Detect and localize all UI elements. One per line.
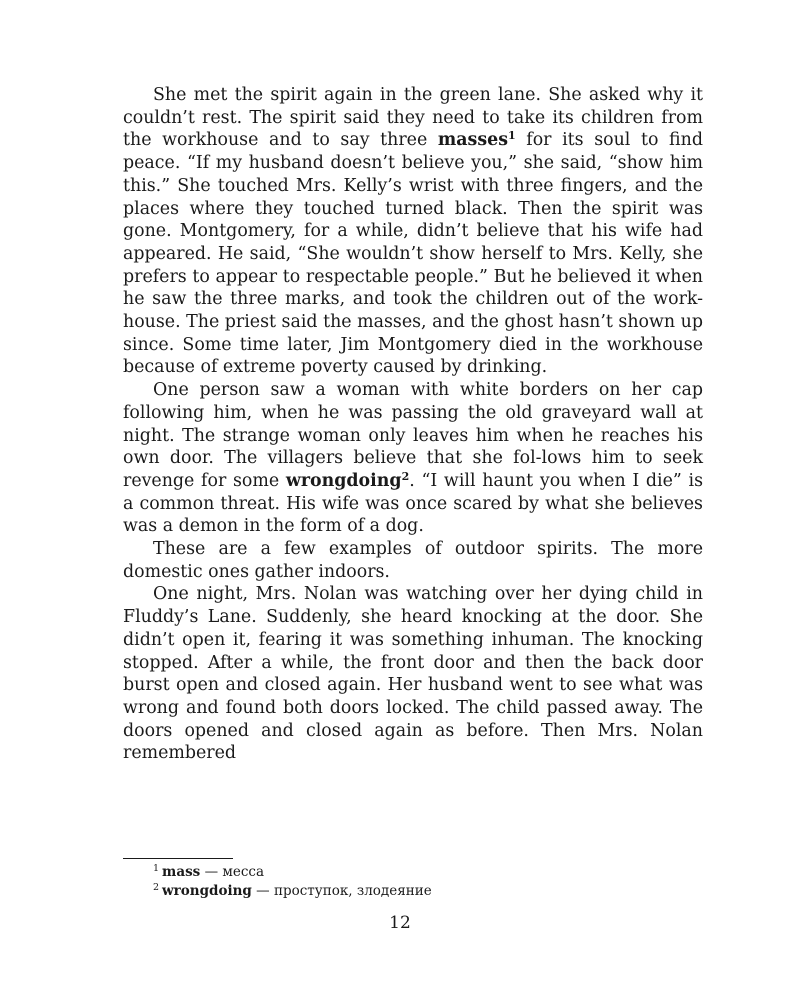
paragraph-2 [123,379,703,538]
footnote-definition: — месса [200,864,265,880]
body-text [123,84,703,765]
page-number: 12 [389,913,411,933]
footnote-2 [123,882,703,901]
footnote-ref-2[interactable]: 2 [401,469,410,483]
footnote-definition: — проступок, злодеяние [251,883,432,899]
footnote-1 [123,863,703,882]
footnote-number: 1 [153,863,160,874]
paragraph-1 [123,84,703,379]
footnote-term: wrongdoing [162,883,252,899]
page-content [123,84,703,765]
paragraph-text: . “I will haunt you when I die” is a common threat. His wife was once scared by what she believes was a demon in the form of a dog. [123,470,703,537]
glossary-term-masses: masses [437,130,508,151]
paragraph-text: for its soul to find peace. “If my husband doesn’t believe you,” she said, “show him this.” She touched Mrs. Kelly’s wrist with three fingers, and the places where they touched turned black. Then the spirit was gone. Montgomery, for a while, didn’t believe that his wife had appeared. He said, “She wouldn’t show herself to Mrs. Kelly, she prefers to appear to respectable people.” But he believed it when he saw the three marks, and took the children out of the work-house. The priest said the masses, and the ghost hasn’t shown up since. Some time later, Jim Montgomery died in the workhouse because of extreme poverty caused by drinking. [123,130,703,378]
paragraph-4: One night, Mrs. Nolan was watching over her dying child in Fluddy’s Lane. Suddenly, she heard knocking at the door. She didn’t open it, fearing it was something inhuman. The knocking stopped. After a while, the front door and then the back door burst open and closed again. Her husband went to see what was wrong and found both doors locked. The child passed away. The doors opened and closed again as before. Then Mrs. Nolan remembered [123,584,703,764]
paragraph-text: She met the spirit again in the green lane. She asked why it couldn’t rest. The spirit said they need to take its children from the workhouse and to say three [123,85,703,151]
footnote-term: mass [162,864,201,880]
glossary-term-wrongdoing: wrongdoing [285,470,402,491]
footnote-ref-1[interactable]: 1 [507,129,516,143]
footnote-divider [123,858,233,859]
paragraph-text: One person saw a woman with white borders on her cap following him, when he was passing the old graveyard wall at night. The strange woman only leaves him when he reaches his own door. The villagers believe that she fol-lows him to seek revenge for some [123,380,703,491]
footnotes [123,858,703,901]
paragraph-3: These are a few examples of outdoor spirits. The more domestic ones gather indoors. [123,539,703,582]
footnote-number: 2 [153,882,160,893]
